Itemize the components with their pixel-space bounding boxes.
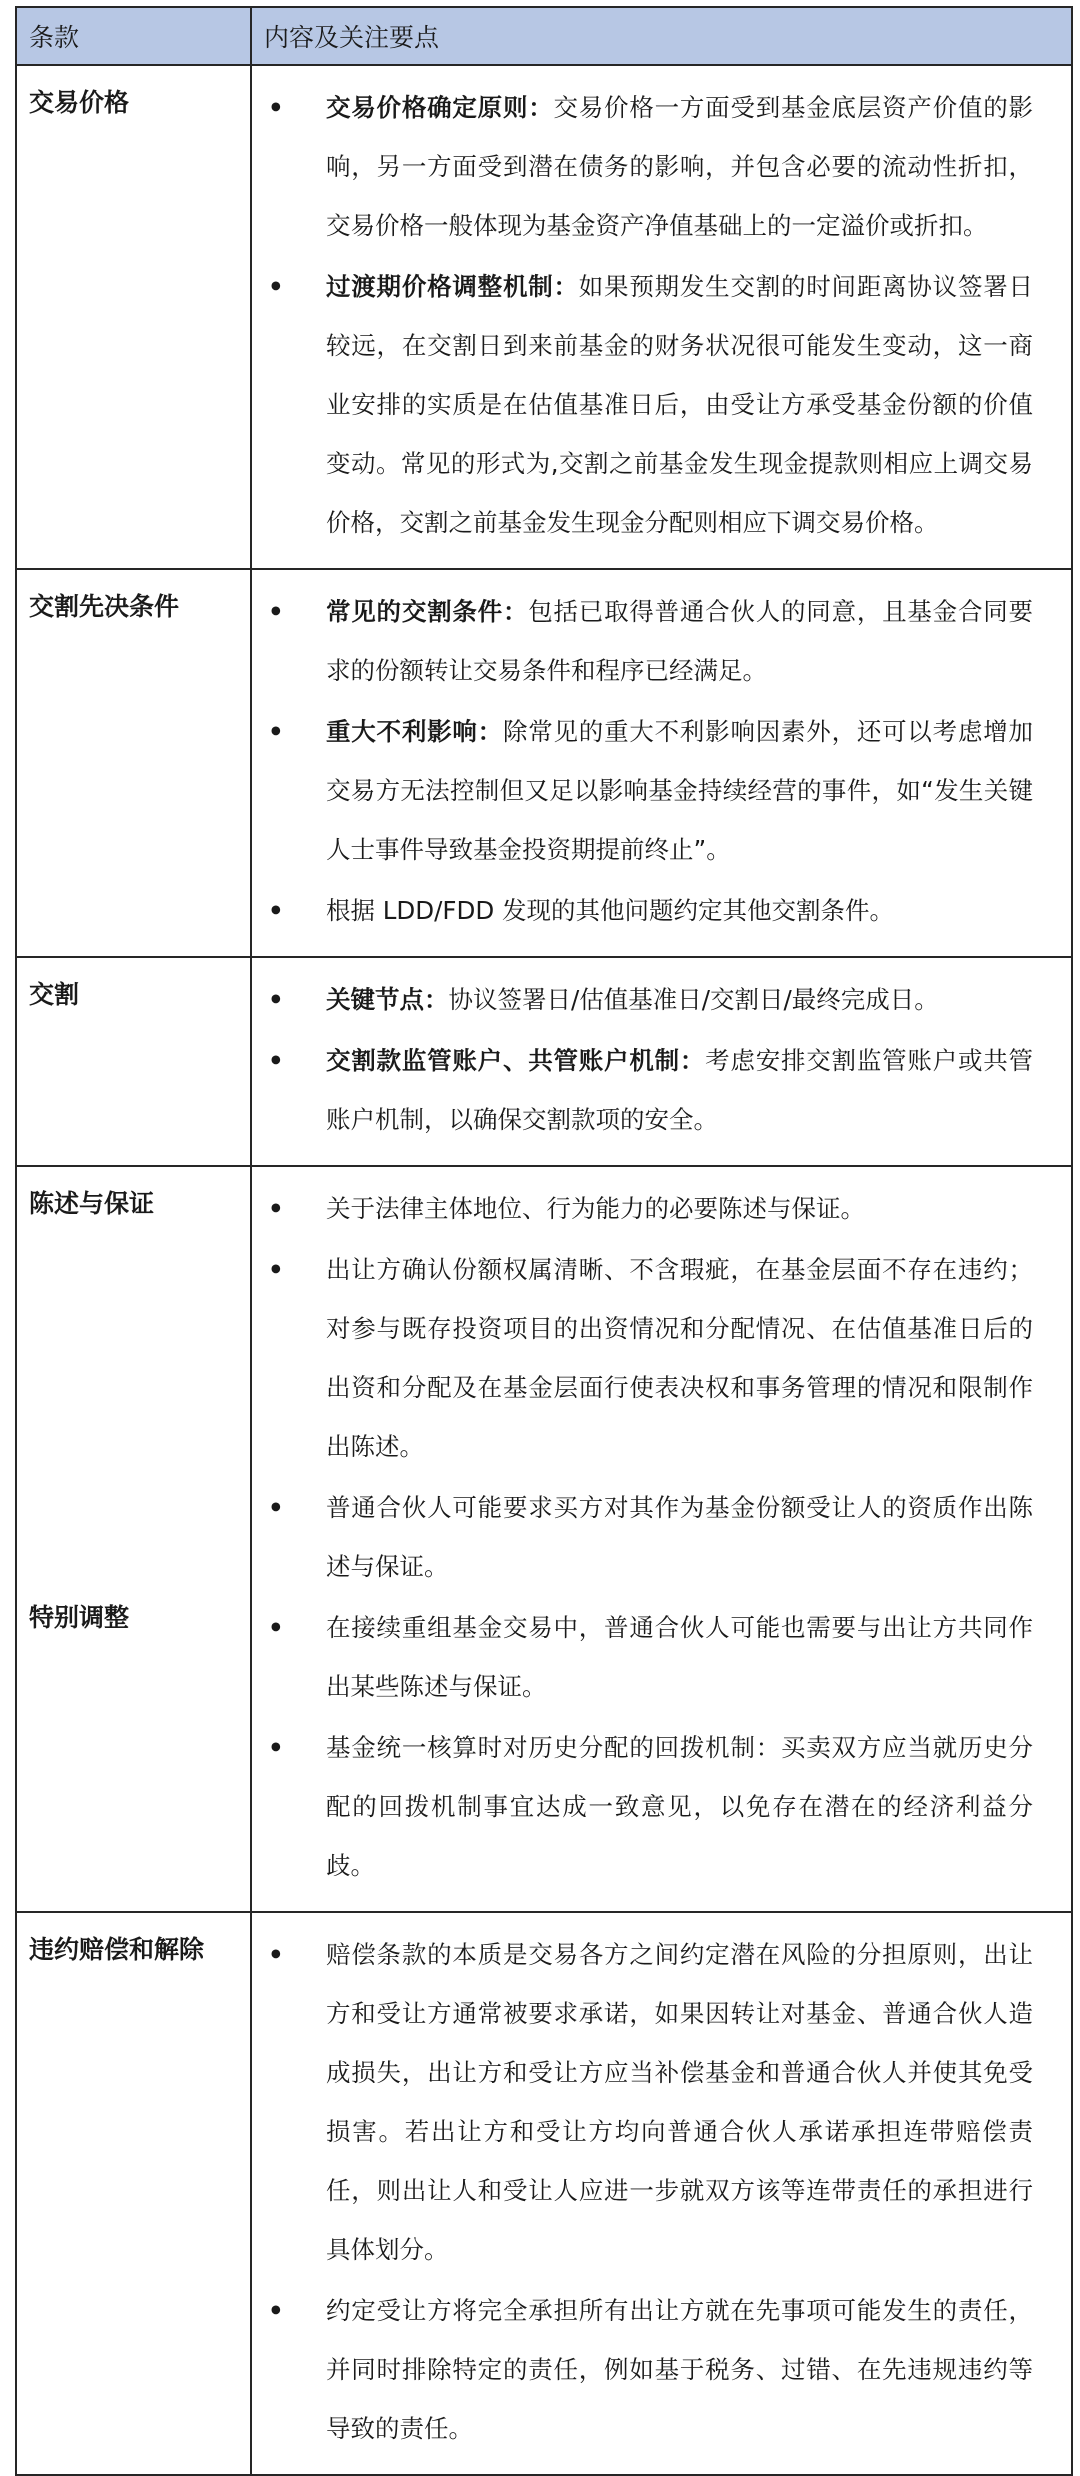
point-text: 考虑安排交割监管账户或共管账户机制，以确保交割款项的安全。: [326, 1046, 1034, 1134]
bullet-icon: •: [268, 1613, 284, 1642]
bullet-icon: •: [268, 2296, 284, 2325]
list-item: [266, 970, 1033, 1029]
list-item: [266, 1478, 1033, 1596]
term-label: 交易价格: [29, 88, 130, 117]
bullet-icon: •: [268, 1046, 284, 1075]
point-text: 约定受让方将完全承担所有出让方就在先事项可能发生的责任，并同时排除特定的责任，例如基于税务、过错、在先违规违约等导致的责任。: [326, 2296, 1033, 2443]
point-text: 除常见的重大不利影响因素外，还可以考虑增加交易方无法控制但又足以影响基金持续经营的事件，如“发生关键人士事件导致基金投资期提前终止”。: [326, 717, 1034, 864]
term-cell: [16, 1912, 251, 2475]
point-text: 包括已取得普通合伙人的同意，且基金合同要求的份额转让交易条件和程序已经满足。: [326, 597, 1034, 685]
content-cell: [251, 1912, 1072, 2475]
term-label: 特别调整: [29, 1603, 130, 1632]
header-row: [16, 7, 1072, 65]
table-row: [16, 65, 1072, 569]
bullet-icon: •: [268, 93, 284, 122]
table-row: [16, 1912, 1072, 2475]
point-text: 如果预期发生交割的时间距离协议签署日较远，在交割日到来前基金的财务状况很可能发生变动，这一商业安排的实质是在估值基准日后，由受让方承受基金份额的价值变动。常见的形式为,交割之前基金发生现金提款则相应上调交易价格，交割之前基金发生现金分配则相应下调交易价格。: [326, 272, 1034, 537]
bullet-icon: •: [268, 272, 284, 301]
bullet-icon: •: [268, 1940, 284, 1969]
point-keyword: 关键节点：: [326, 985, 449, 1014]
term-cell: [16, 65, 251, 569]
term-label: 违约赔偿和解除: [29, 1935, 205, 1964]
term-label: 交割: [29, 980, 80, 1009]
point-keyword: 重大不利影响：: [326, 717, 503, 746]
list-item: [266, 1031, 1033, 1149]
list-item: [266, 2281, 1033, 2458]
list-item: [266, 1925, 1033, 2279]
bullet-icon: •: [268, 717, 284, 746]
header-content: 内容及关注要点: [251, 7, 1072, 65]
point-keyword: 过渡期价格调整机制：: [326, 272, 579, 301]
point-text: 出让方确认份额权属清晰、不含瑕疵，在基金层面不存在违约；对参与既存投资项目的出资情况和分配情况、在估值基准日后的出资和分配及在基金层面行使表决权和事务管理的情况和限制作出陈述。: [326, 1255, 1033, 1461]
point-text: 在接续重组基金交易中，普通合伙人可能也需要与出让方共同作出某些陈述与保证。: [326, 1613, 1033, 1701]
list-item: [266, 1240, 1033, 1476]
list-item: [266, 582, 1033, 700]
term-label: 交割先决条件: [29, 592, 180, 621]
header-term: 条款: [16, 7, 251, 65]
term-cell: [16, 957, 251, 1166]
bullet-icon: •: [268, 896, 284, 925]
list-item: [266, 78, 1033, 255]
point-text: 基金统一核算时对历史分配的回拨机制：买卖双方应当就历史分配的回拨机制事宜达成一致意见，以免存在潜在的经济利益分歧。: [326, 1733, 1033, 1880]
bullet-icon: •: [268, 1493, 284, 1522]
content-cell: [251, 65, 1072, 569]
table-row: [16, 569, 1072, 957]
bullet-icon: •: [268, 597, 284, 626]
content-cell: [251, 569, 1072, 957]
list-item: [266, 702, 1033, 879]
term-cell: [16, 1166, 251, 1912]
point-keyword: 常见的交割条件：: [326, 597, 529, 626]
term-label: 陈述与保证: [29, 1189, 155, 1218]
point-text: 关于法律主体地位、行为能力的必要陈述与保证。: [326, 1194, 865, 1223]
point-text: 赔偿条款的本质是交易各方之间约定潜在风险的分担原则，出让方和受让方通常被要求承诺，如果因转让对基金、普通合伙人造成损失，出让方和受让方应当补偿基金和普通合伙人并使其免受损害。若出让方和受让方均向普通合伙人承诺承担连带赔偿责任，则出让人和受让人应进一步就双方该等连带责任的承担进行具体划分。: [326, 1940, 1033, 2264]
list-item: [266, 1179, 1033, 1238]
point-text: 协议签署日/估值基准日/交割日/最终完成日。: [448, 985, 939, 1014]
bullet-icon: •: [268, 1194, 284, 1223]
list-item: [266, 1598, 1033, 1716]
bullet-icon: •: [268, 985, 284, 1014]
list-item: [266, 1718, 1033, 1895]
bullet-icon: •: [268, 1255, 284, 1284]
content-cell: [251, 1166, 1072, 1912]
point-text: 交易价格一方面受到基金底层资产价值的影响，另一方面受到潜在债务的影响，并包含必要的流动性折扣，交易价格一般体现为基金资产净值基础上的一定溢价或折扣。: [326, 93, 1033, 240]
terms-table: [15, 6, 1073, 2476]
content-cell: [251, 957, 1072, 1166]
point-keyword: 交易价格确定原则：: [326, 93, 554, 122]
table-row: [16, 1166, 1072, 1912]
point-text: 普通合伙人可能要求买方对其作为基金份额受让人的资质作出陈述与保证。: [326, 1493, 1033, 1581]
table-row: [16, 957, 1072, 1166]
point-text: 根据 LDD/FDD 发现的其他问题约定其他交割条件。: [326, 896, 895, 925]
term-cell: [16, 569, 251, 957]
list-item: [266, 257, 1033, 552]
point-keyword: 交割款监管账户、共管账户机制：: [326, 1046, 706, 1075]
list-item: [266, 881, 1033, 940]
bullet-icon: •: [268, 1733, 284, 1762]
